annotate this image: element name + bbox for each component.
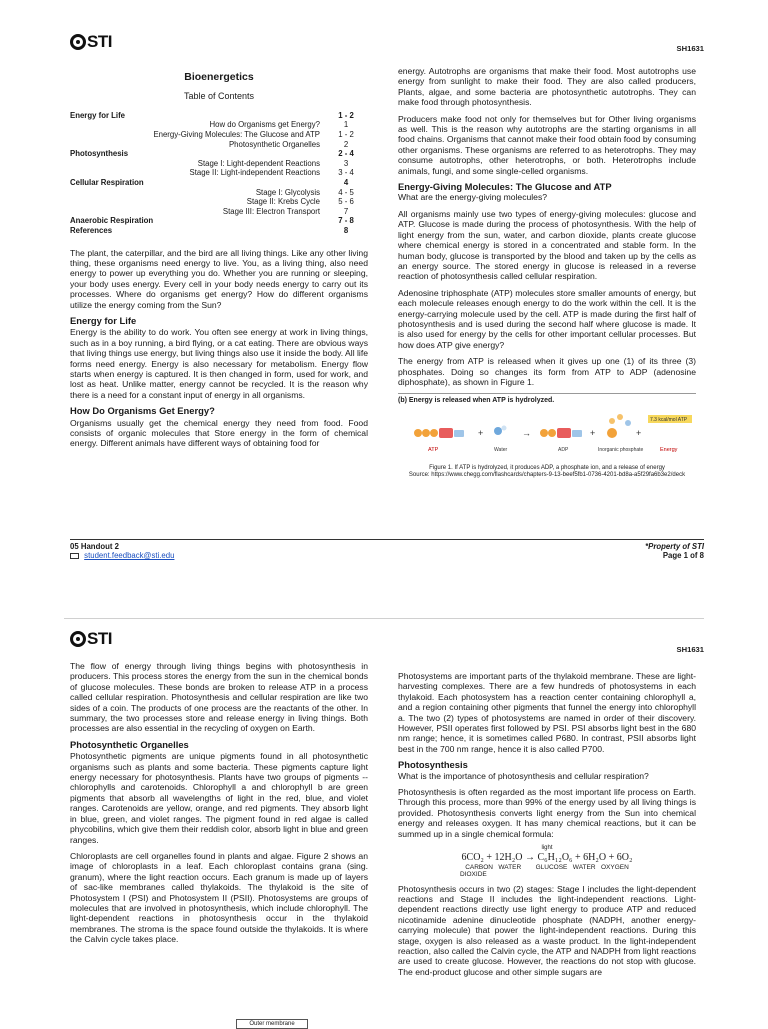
toc-row-label: How do Organisms get Energy? xyxy=(209,120,320,130)
phosphate-molecule xyxy=(607,414,631,438)
toc-row-label: Stage I: Light-dependent Reactions xyxy=(197,158,320,168)
footer-right xyxy=(645,542,704,561)
toc-row-label: Stage II: Krebs Cycle xyxy=(246,197,320,207)
heading-photosynthesis: Photosynthesis xyxy=(398,759,468,771)
toc-row xyxy=(70,188,368,198)
label-atp: ATP xyxy=(428,446,439,453)
photosynthesis-importance-paragraph: Photosynthesis is often regarded as the most important life process on Earth. Through this process, more than 99% of the energy used by all living things is provided. Photosynthesis converts light energy from the Sun into chemical energy and releases oxygen. It has many chemical reactions, but it can be summed up in a single chemical formula: xyxy=(398,787,696,839)
chloroplasts-paragraph: Chloroplasts are cell organelles found in plants and algae. Figure 2 shows an image of chloroplasts in a leaf. Each chloroplast contains grana (sing. granum), where the light reaction occurs. Each granum is made up of layers of sac-like membranes called thylakoids. The thylakoid is the site of Photosystem I (PSI) and Photosystem II (PSII). Photosystems are groups of molecules that are involved in photosynthesis, which include chlorophyll. The light-dependent reactions in photosynthesis occur in the thylakoid membranes. The stroma is the space found outside the thylakoids. It is where the Calvin cycle takes place. xyxy=(70,850,368,945)
figure-2-label: Outer membrane xyxy=(236,1019,308,1029)
toc-row-label: Cellular Respiration xyxy=(70,177,144,187)
toc-row-label: Energy for Life xyxy=(70,110,126,120)
water-molecule xyxy=(494,425,507,435)
photosystems-paragraph: Photosystems are important parts of the thylakoid membrane. These are light-harvesting complexes. There are a few hundreds of photosystems in each thylakoid. Each photosystem has a reaction center containing chlorophyll a, and a region containing other pigments that funnel the energy into chlorophyll a. The two (2) types of photosystems are named in order of their discovery. However, PSII operates first followed by PSI. PSI absorbs light best in the 680 nm range; hence, it is sometimes called P680. In contrast, PSII absorbs light best in the 700 nm range, hence it is also called P700. xyxy=(398,671,696,754)
toc-row-pages: 3 - 4 xyxy=(338,168,354,178)
toc-row-pages: 8 xyxy=(343,225,349,235)
toc-title: Bioenergetics xyxy=(184,71,254,83)
toc-row xyxy=(70,120,368,130)
toc-row-label: Anaerobic Respiration xyxy=(70,216,154,226)
stages-paragraph: Photosynthesis occurs in two (2) stages: Stage I includes the light-dependent reactions and Stage II includes the light-independent reactions. Light-dependent reactions directly use light energy to produce ATP and reduced nicotinamide adenine dinucleotide phosphate (NADPH, another energy-carrying molecule) that power the light-independent reactions. During this stage, oxygen is also released as a waste product. In the light-independent reaction, also called the Calvin cycle, the ATP and NADPH from light reactions are used to create glucose. However, the reactions do not stop with glucose. The end-product glucose and other simple sugars are xyxy=(398,883,696,977)
sti-logo-icon xyxy=(70,631,86,647)
toc-row-pages: 1 - 2 xyxy=(338,130,354,139)
how-paragraph: Organisms usually get the chemical energy they need from food. Food consists of organic molecules that Store energy in the form of chemical energy. Different animals have different ways of obtaining food for xyxy=(70,417,368,449)
toc-row xyxy=(70,197,368,207)
toc-row xyxy=(70,140,368,150)
toc-row xyxy=(70,178,368,188)
toc-row-label: Photosynthetic Organelles xyxy=(228,139,320,149)
toc-row-pages: 4 xyxy=(343,177,349,187)
heading-energy-giving-molecules: Energy-Giving Molecules: The Glucose and ATP xyxy=(398,181,612,193)
photosynthesis-question: What is the importance of photosynthesis and cellular respiration? xyxy=(398,770,649,781)
page1-right-column xyxy=(398,66,696,479)
plus-sign-1: + xyxy=(478,427,484,438)
sti-logo: STI xyxy=(70,34,112,50)
atp-release-paragraph: The energy from ATP is released when it gives up one (1) of its three (3) phosphates. Doing so changes its form from ATP to ADP (adenosine diphosphate), as shown in Figure 1. xyxy=(398,356,696,387)
page1-left-column xyxy=(70,72,368,455)
toc-row-pages: 7 - 8 xyxy=(338,216,354,226)
toc-row-label: Energy-Giving Molecules: The Glucose and ATP xyxy=(153,130,320,139)
energy-flow-paragraph: The flow of energy through living things begins with photosynthesis in producers. This process stores the energy from the sun in the chemical bonds of glucose molecules. These bonds are broken to release ATP in a process called cellular respiration. Photosynthesis and cellular respiration are like two sides of a coin. The products of one process are the reactants of the other. In summary, the two processes store and release energy in living things. Both processes are also essential in the recycling of oxygen on Earth. xyxy=(70,661,368,734)
toc-row-label: Stage III: Electron Transport xyxy=(222,206,320,216)
toc-row-pages: 7 xyxy=(343,206,349,216)
atp-molecule xyxy=(414,428,464,438)
document-code: SH1631 xyxy=(676,44,704,53)
toc-row-pages: 3 xyxy=(343,158,349,168)
glucose-paragraph: All organisms mainly use two types of energy-giving molecules: glucose and ATP. Glucose is made during the process of photosynthesis. With the help of light energy from the sun, water, and carbon dioxide, plants create glucose where chemical energy is stored in a concentrated and stable form. In the human body, glucose is transported by the blood and taken up by the cells as an energy source. The stored energy in glucose is released in a reverse reaction of photosynthesis called cellular respiration. xyxy=(398,208,696,282)
toc-row xyxy=(70,226,368,236)
email-icon xyxy=(70,553,79,559)
heading-photosynthetic-organelles: Photosynthetic Organelles xyxy=(70,738,189,750)
plus-sign-2: + xyxy=(590,427,596,438)
toc-row-pages: 5 - 6 xyxy=(338,197,354,207)
label-phosphate: Inorganic phosphate xyxy=(598,446,644,453)
molecules-question: What are the energy-giving molecules? xyxy=(398,192,548,203)
toc-row xyxy=(70,149,368,159)
feedback-email-link[interactable]: student.feedback@sti.edu xyxy=(84,551,175,561)
photosynthesis-equation: 6CO₂ + 12H₂O → C₆H₁₂O₆ + 6H₂O + 6O₂ xyxy=(461,852,633,864)
label-energy: Energy xyxy=(660,446,678,453)
toc-row-label: Stage II: Light-independent Reactions xyxy=(189,168,320,178)
equation-light-label: light xyxy=(541,845,553,852)
sti-logo-icon xyxy=(70,34,86,50)
page2-right-column xyxy=(398,671,696,983)
table-of-contents xyxy=(70,111,368,236)
energy-badge-text: 7.3 kcal/mol ATP xyxy=(650,416,688,423)
toc-row-label: Stage I: Glycolysis xyxy=(255,187,320,197)
figure-1-caption: Figure 1. If ATP is hydrolyzed, it produces ADP, a phosphate ion, and a release of energy xyxy=(429,464,665,471)
toc-row xyxy=(70,216,368,226)
document-code-page2: SH1631 xyxy=(676,645,704,654)
figure-1-title: (b) Energy is released when ATP is hydrolyzed. xyxy=(398,397,555,405)
toc-row-pages: 2 - 4 xyxy=(338,149,354,159)
atp-paragraph: Adenosine triphosphate (ATP) molecules store smaller amounts of energy, but each molecule releases enough energy to do the work within the cell. It is the energy-carrying molecule used by the cell. ATP is made during the first half of photosynthesis and is used during the second half where glucose is made. It is also used for energy by the cells for other important cellular processes. But how does ATP give energy? xyxy=(398,287,696,350)
toc-subtitle: Table of Contents xyxy=(183,91,255,102)
heading-how-organisms-get-energy: How Do Organisms Get Energy? xyxy=(70,405,215,417)
page1-footer xyxy=(70,539,704,561)
email-row xyxy=(70,551,704,560)
toc-row xyxy=(70,159,368,169)
plus-sign-3: + xyxy=(636,427,642,438)
toc-row-pages: 1 xyxy=(343,120,349,130)
atp-hydrolysis-diagram xyxy=(398,407,696,465)
toc-row-pages: 4 - 5 xyxy=(338,187,354,197)
toc-row xyxy=(70,130,368,140)
label-water: Water xyxy=(494,446,508,453)
handout-label: 05 Handout 2 xyxy=(70,542,119,551)
heading-energy-for-life: Energy for Life xyxy=(70,314,137,326)
intro-paragraph: The plant, the caterpillar, and the bird are all living things. Like any other living thing, these organisms need energy to live. You, as a living thing, also need energy to power up everything you do. Whether you are running or sleeping, your body uses energy. Every cell in your body needs energy to carry out its processes. Where do organisms get energy? How do different organisms utilize the energy coming from the Sun? xyxy=(70,247,368,310)
toc-row-label: References xyxy=(70,225,113,235)
sti-logo-page2: STI xyxy=(70,631,112,647)
figure-1 xyxy=(398,393,696,478)
figure-1-source: Source: https://www.chegg.com/flashcards/chapters-9-13-beef5fb1-0736-4201-bd8a-a5f29fa6b3e2/deck xyxy=(408,471,686,478)
page-2 xyxy=(64,618,704,1027)
toc-row-label: Photosynthesis xyxy=(70,149,129,159)
autotrophs-paragraph: energy. Autotrophs are organisms that make their food. Most autotrophs use energy from sunlight to make their food. They are also called producers, Plants, algae, and some bacteria are photosynthetic autotrophs. They can make food through photosynthesis. xyxy=(398,66,696,108)
energy-paragraph: Energy is the ability to do work. You often see energy at work in living things, such as in a boy running, a bird flying, or a cat eating. There are obvious ways that living things use energy, but living things also use it inside the body. All life forms need energy. Energy is also necessary for metabolism. Energy flow starts when energy is captured. It is then changed in form, used for work, and lost as heat. Unlike matter, energy cannot be recycled. It is the reason why there is a need for a constant input of energy in all organisms. xyxy=(70,327,368,400)
pigments-paragraph: Photosynthetic pigments are unique pigments found in all photosynthetic organisms such as plants and some bacteria. These pigments capture light energy necessary for photosynthesis. Plants have two groups of pigments -- chlorophylls and carotenoids. Chlorophyll a and chlorophyll b are green pigments that absorb all wavelengths of light in the red, blue, and violet ranges. Carotenoids are yellow, orange, and red pigments. They absorb light in blue, green, and violet ranges. The pigment found in red algae is called phycobilins, which give them their reddish color, absorb light in blue and green ranges. xyxy=(70,751,368,845)
toc-row xyxy=(70,111,368,121)
page-number: Page 1 of 8 xyxy=(662,551,704,561)
producers-paragraph: Producers make food not only for themselves but for Other living organisms as well. This is the reason why autotrophs are the starting organisms in all food chains. Organisms that cannot make their food obtain food by consuming other organisms. These organisms are referred to as heterotrophs. They may consume autotrophs, other heterotrophs, or both. Heterotrophs include animals, fungi, and some single-celled organisms. xyxy=(398,113,696,176)
page-1 xyxy=(64,0,704,612)
toc-row xyxy=(70,168,368,178)
adp-molecule xyxy=(540,428,582,438)
arrow: → xyxy=(522,427,531,438)
toc-row xyxy=(70,207,368,217)
label-adp: ADP xyxy=(558,446,569,453)
toc-row-pages: 2 xyxy=(343,139,349,149)
equation-labels: CARBON WATER GLUCOSE WATER OXYGEN DIOXIDE xyxy=(460,863,629,878)
page2-left-column xyxy=(70,661,368,951)
property-label: *Property of STI xyxy=(645,542,704,551)
toc-row-pages: 1 - 2 xyxy=(338,110,354,120)
